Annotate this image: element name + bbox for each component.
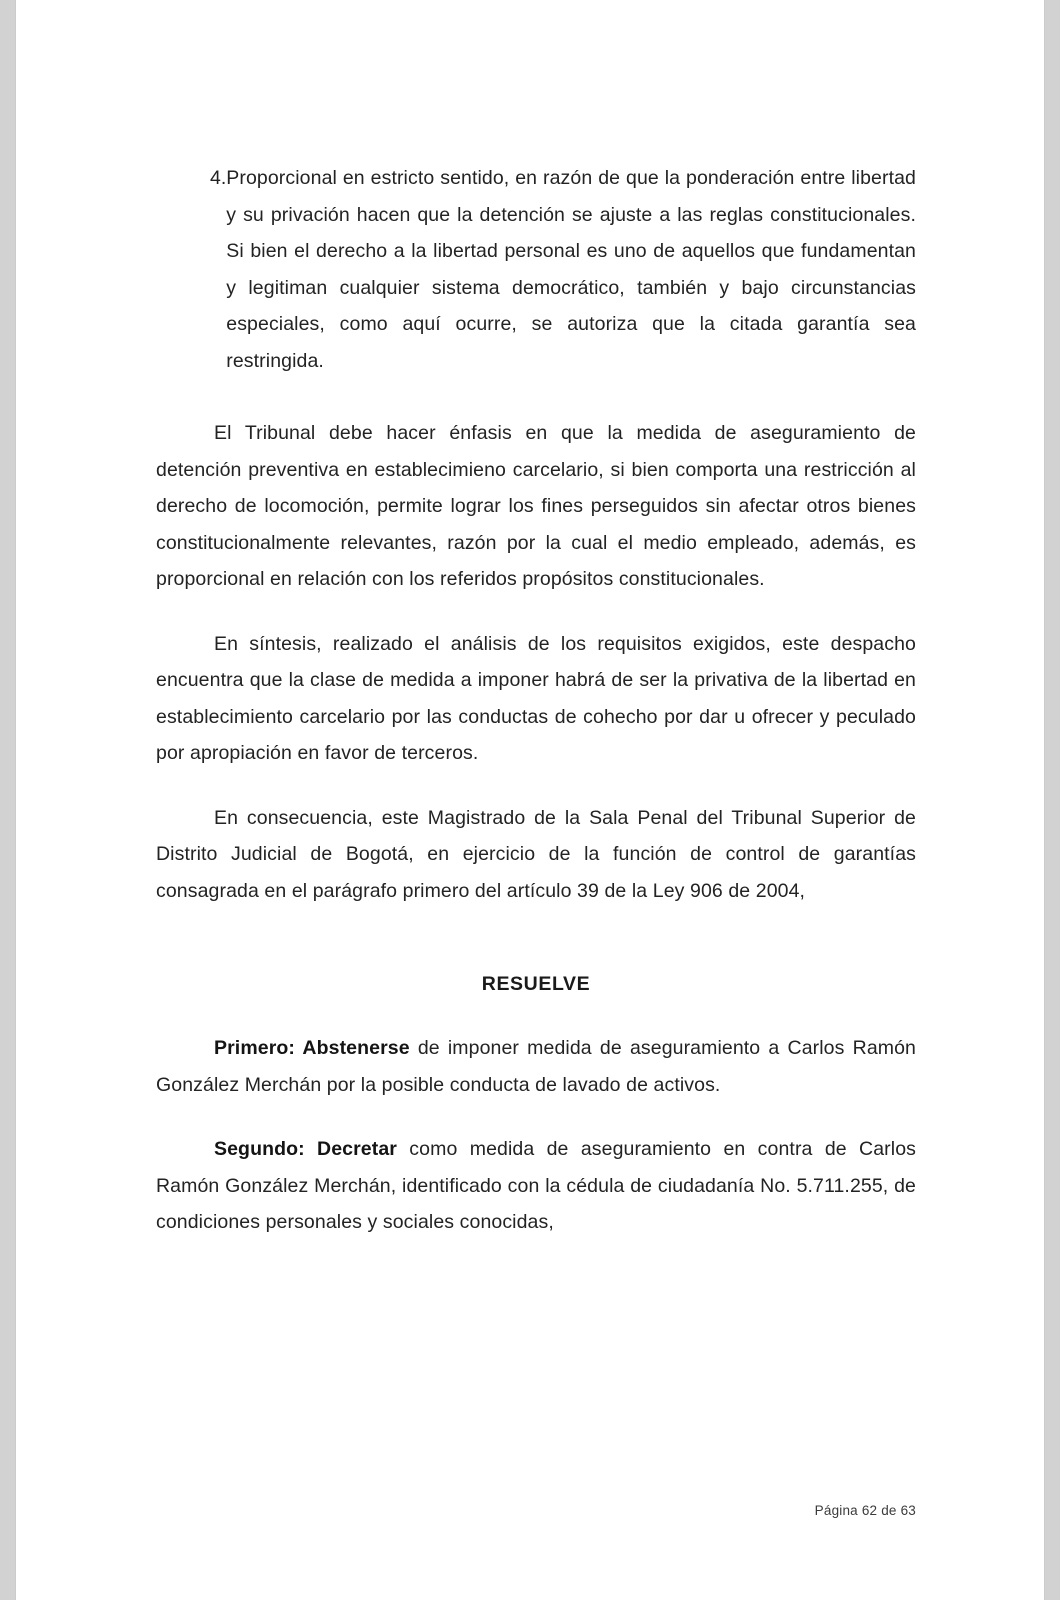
paragraph-consecuencia: En consecuencia, este Magistrado de la Sala Penal del Tribunal Superior de Distrito Judicial de Bogotá, en ejercicio de la función de control de garantías consagrada en el parágrafo primero del artículo 39 de la Ley 906 de 2004, <box>156 806 916 902</box>
paragraph-primero <box>156 1030 916 1103</box>
paragraph-tribunal: El Tribunal debe hacer énfasis en que la medida de aseguramiento de detención preventiva en establecimieno carcelario, si bien comporta una restricción al derecho de locomoción, permite lograr los fines perseguidos sin afectar otros bienes constitucionalmente relevantes, razón por la cual el medio empleado, además, es proporcional en relación con los referidos propósitos constitucionales. <box>156 422 916 590</box>
document-page <box>16 0 1044 1600</box>
resuelve-heading: RESUELVE <box>481 973 591 995</box>
spacer <box>156 937 916 951</box>
segundo-label: Segundo: Decretar <box>214 1138 397 1160</box>
paragraph-segundo <box>156 1131 916 1241</box>
segundo-text: como medida de aseguramiento en contra de Carlos Ramón González Merchán, identificado con la cédula de ciudadanía No. 5.711.255, de condiciones personales y sociales conocidas, <box>156 1138 916 1233</box>
primero-text: de imponer medida de aseguramiento a Carlos Ramón González Merchán por la posible conducta de lavado de activos. <box>156 1037 917 1096</box>
page-content <box>156 160 916 1269</box>
list-item-text: Proporcional en estricto sentido, en razón de que la ponderación entre libertad y su privación hacen que la detención se ajuste a las reglas constitucionales. Si bien el derecho a la libertad personal es uno de aquellos que fundamentan y legitiman cualquier sistema democrático, también y bajo circunstancias especiales, como aquí ocurre, se autoriza que la citada garantía sea restringida. <box>226 167 916 372</box>
numbered-list-item-4 <box>156 160 916 379</box>
list-item-number: 4. <box>210 167 227 189</box>
page-footer: Página 62 de 63 <box>814 1503 916 1518</box>
primero-label: Primero: Abstenerse <box>214 1037 410 1059</box>
paragraph-sintesis: En síntesis, realizado el análisis de los requisitos exigidos, este despacho encuentra que la clase de medida a imponer habrá de ser la privativa de la libertad en establecimiento carcelario por las conductas de cohecho por dar u ofrecer y peculado por apropiación en favor de terceros. <box>156 632 916 764</box>
